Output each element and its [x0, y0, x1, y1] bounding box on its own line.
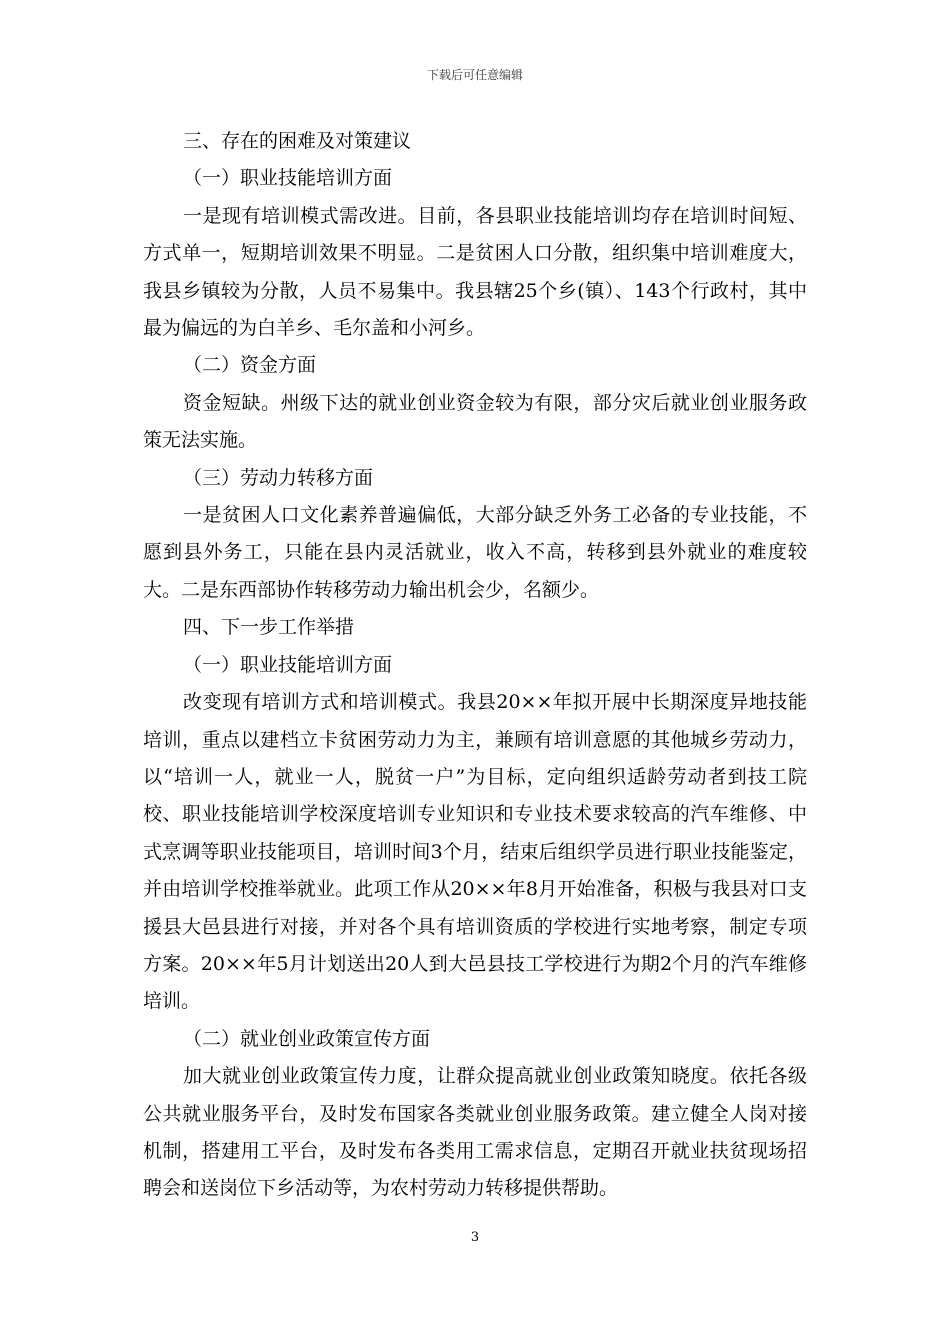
page-number: 3 [470, 1230, 480, 1245]
document-body [143, 123, 807, 1208]
paragraph-labor-transfer-issues: 一是贫困人口文化素养普遍偏低，大部分缺乏外务工必备的专业技能，不愿到县外务工，只能在县内灵活就业，收入不高，转移到县外就业的难度较大。二是东西部协作转移劳动力输出机会少，名额少。 [143, 504, 807, 601]
subheading-funding: （二）资金方面 [183, 354, 317, 377]
subheading-policy-promotion: （二）就业创业政策宣传方面 [183, 1027, 431, 1050]
paragraph-training-plan: 改变现有培训方式和培训模式。我县20××年拟开展中长期深度异地技能培训，重点以建档立卡贫困劳动力为主，兼顾有培训意愿的其他城乡劳动力，以“培训一人，就业一人，脱贫一户”为目标，定向组织适龄劳动者到技工院校、职业技能培训学校深度培训专业知识和专业技术要求较高的汽车维修、中式烹调等职业技能项目，培训时间3个月，结束后组织学员进行职业技能鉴定，并由培训学校推举就业。此项工作从20××年8月开始准备，积极与我县对口支援县大邑县进行对接，并对各个具有培训资质的学校进行实地考察，制定专项方案。20××年5月计划送出20人到大邑县技工学校进行为期2个月的汽车维修培训。 [143, 691, 807, 1013]
paragraph-policy-promotion: 加大就业创业政策宣传力度，让群众提高就业创业政策知晓度。依托各级公共就业服务平台，及时发布国家各类就业创业服务政策。建立健全人岗对接机制，搭建用工平台，及时发布各类用工需求信息，定期召开就业扶贫现场招聘会和送岗位下乡活动等，为农村劳动力转移提供帮助。 [143, 1065, 807, 1200]
page-header: 下载后可任意编辑 [426, 68, 523, 82]
subheading-vocational-training: （一）职业技能培训方面 [183, 167, 393, 190]
section-heading-difficulties: 三、存在的困难及对策建议 [183, 130, 412, 152]
subheading-vocational-training-next: （一）职业技能培训方面 [183, 653, 393, 676]
section-heading-next-steps: 四、下一步工作举措 [183, 616, 355, 639]
paragraph-funding-issues: 资金短缺。州级下达的就业创业资金较为有限，部分灾后就业创业服务政策无法实施。 [143, 391, 807, 452]
paragraph-training-issues: 一是现有培训模式需改进。目前，各县职业技能培训均存在培训时间短、方式单一，短期培训效果不明显。二是贫困人口分散，组织集中培训难度大，我县乡镇较为分散，人员不易集中。我县辖25个乡(镇）、143个行政村，其中最为偏远的为白羊乡、毛尔盖和小河乡。 [143, 204, 807, 340]
subheading-labor-transfer: （三）劳动力转移方面 [183, 466, 374, 489]
